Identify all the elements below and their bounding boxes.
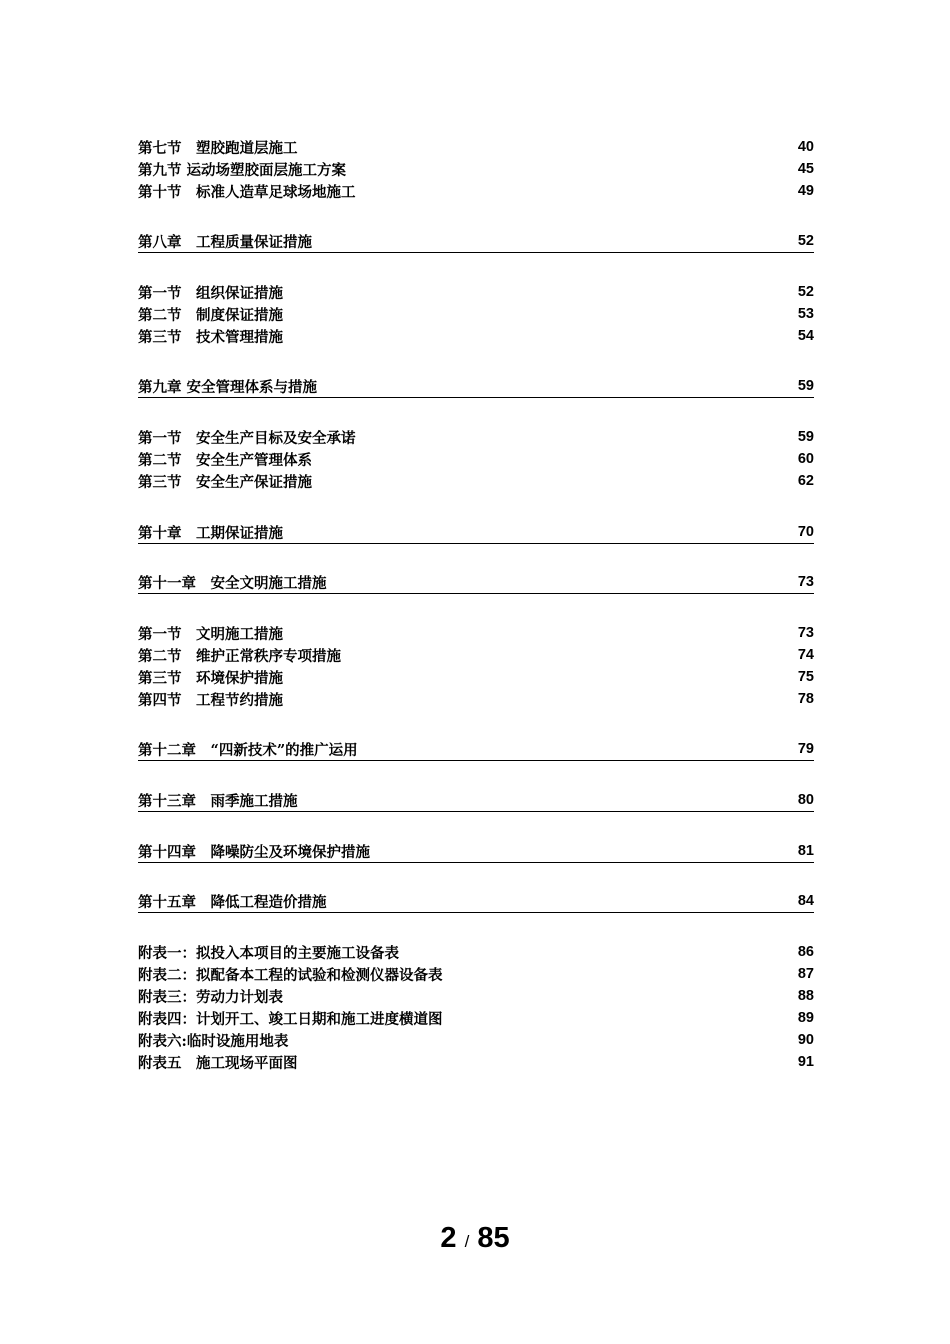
- toc-entry-page: 52: [797, 284, 814, 300]
- toc-entry-label: 附表三：劳动力计划表: [138, 988, 283, 1006]
- toc-entry[interactable]: [138, 963, 814, 985]
- toc-chapter[interactable]: [138, 890, 814, 913]
- toc-entry-page: 90: [797, 1032, 814, 1048]
- toc-entry-label: 第十五章 降低工程造价措施: [138, 893, 327, 911]
- toc-chapter[interactable]: [138, 571, 814, 594]
- toc-entry-page: 60: [797, 451, 814, 467]
- toc-entry-page: 70: [797, 524, 814, 540]
- toc-entry-page: 86: [797, 944, 814, 960]
- toc-entry-page: 78: [797, 691, 814, 707]
- toc-entry-page: 59: [797, 429, 814, 445]
- toc-entry[interactable]: [138, 985, 814, 1007]
- toc-entry-page: 62: [797, 473, 814, 489]
- page-number: [0, 1222, 950, 1255]
- toc-entry-page: 75: [797, 669, 814, 685]
- toc-entry[interactable]: [138, 622, 814, 644]
- toc-entry[interactable]: [138, 426, 814, 448]
- toc-entry[interactable]: [138, 941, 814, 963]
- toc-entry-page: 88: [797, 988, 814, 1004]
- toc-entry[interactable]: [138, 136, 814, 158]
- page-number-current: 2: [440, 1222, 457, 1254]
- toc-entry-label: 第九节 运动场塑胶面层施工方案: [138, 161, 347, 179]
- toc-entry-label: 附表二：拟配备本工程的试验和检测仪器设备表: [138, 966, 443, 984]
- toc-entry-label: 第二节 制度保证措施: [138, 306, 283, 324]
- toc-entry-page: 54: [797, 328, 814, 344]
- toc-entry-page: 84: [797, 893, 814, 909]
- toc-entry-page: 87: [797, 966, 814, 982]
- toc-entry-label: 第九章 安全管理体系与措施: [138, 378, 318, 396]
- page-number-total: 85: [477, 1222, 510, 1254]
- toc-entry[interactable]: [138, 470, 814, 492]
- toc-entry-page: 80: [797, 792, 814, 808]
- toc-entry-page: 91: [797, 1054, 814, 1070]
- toc-entry-label: 第十三章 雨季施工措施: [138, 792, 298, 810]
- toc-entry-label: 第十章 工期保证措施: [138, 524, 283, 542]
- toc-entry-label: 附表五 施工现场平面图: [138, 1054, 298, 1072]
- toc-entry-label: 第三节 环境保护措施: [138, 669, 283, 687]
- toc-entry[interactable]: [138, 644, 814, 666]
- toc-entry-label: 第一节 文明施工措施: [138, 625, 283, 643]
- toc-entry-page: 59: [797, 378, 814, 394]
- toc-entry[interactable]: [138, 1007, 814, 1029]
- toc-entry-label: 第四节 工程节约措施: [138, 691, 283, 709]
- toc-entry-label: 附表四：计划开工、竣工日期和施工进度横道图: [138, 1010, 443, 1028]
- toc-entry-label: 第三节 安全生产保证措施: [138, 473, 312, 491]
- toc-entry-label: 第一节 组织保证措施: [138, 284, 283, 302]
- toc-entry-page: 74: [797, 647, 814, 663]
- toc-entry-label: 附表六:临时设施用地表: [138, 1032, 289, 1050]
- toc-entry-label: 第一节 安全生产目标及安全承诺: [138, 429, 356, 447]
- toc-entry-page: 73: [797, 574, 814, 590]
- toc-entry-label: 第十四章 降噪防尘及环境保护措施: [138, 843, 370, 861]
- toc-entry-label: 第七节 塑胶跑道层施工: [138, 139, 298, 157]
- toc-entry[interactable]: [138, 281, 814, 303]
- toc-entry-label: 第二节 维护正常秩序专项措施: [138, 647, 341, 665]
- toc-entry-page: 53: [797, 306, 814, 322]
- toc-entry[interactable]: [138, 666, 814, 688]
- toc-chapter[interactable]: [138, 789, 814, 812]
- toc-chapter[interactable]: [138, 375, 814, 398]
- toc-entry-page: 81: [797, 843, 814, 859]
- toc-entry-page: 52: [797, 233, 814, 249]
- toc-entry-label: 第十二章 “四新技术”的推广运用: [138, 741, 358, 759]
- toc-chapter[interactable]: [138, 840, 814, 863]
- toc-entry[interactable]: [138, 1029, 814, 1051]
- toc-entry-label: 附表一：拟投入本项目的主要施工设备表: [138, 944, 399, 962]
- toc-entry[interactable]: [138, 303, 814, 325]
- toc-entry-label: 第十节 标准人造草足球场地施工: [138, 183, 356, 201]
- toc-entry-page: 45: [797, 161, 814, 177]
- toc-entry-label: 第二节 安全生产管理体系: [138, 451, 312, 469]
- toc-entry-label: 第十一章 安全文明施工措施: [138, 574, 327, 592]
- toc-entry-page: 73: [797, 625, 814, 641]
- toc-entry[interactable]: [138, 1051, 814, 1073]
- toc-entry-page: 40: [797, 139, 814, 155]
- toc-entry[interactable]: [138, 180, 814, 202]
- toc-entry-page: 79: [797, 741, 814, 757]
- toc-entry[interactable]: [138, 688, 814, 710]
- toc-chapter[interactable]: [138, 521, 814, 544]
- page-number-separator: /: [464, 1232, 470, 1251]
- toc-entry[interactable]: [138, 158, 814, 180]
- toc-entry-page: 89: [797, 1010, 814, 1026]
- toc-entry-label: 第三节 技术管理措施: [138, 328, 283, 346]
- toc-chapter[interactable]: [138, 738, 814, 761]
- toc-entry-page: 49: [797, 183, 814, 199]
- toc-chapter[interactable]: [138, 230, 814, 253]
- toc-entry-label: 第八章 工程质量保证措施: [138, 233, 312, 251]
- toc-entry[interactable]: [138, 325, 814, 347]
- toc-entry[interactable]: [138, 448, 814, 470]
